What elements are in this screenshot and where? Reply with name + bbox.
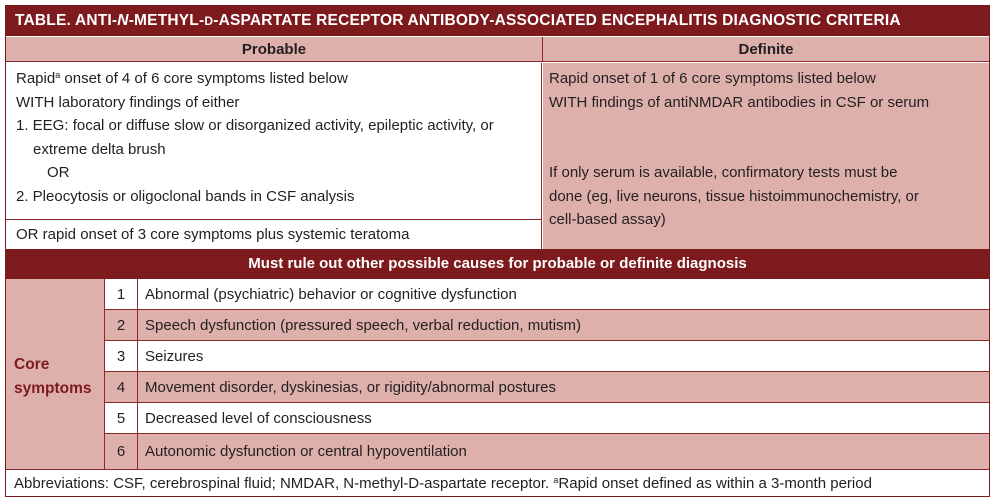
symptom-number: 1 — [105, 279, 138, 309]
probable-or-criteria: OR rapid onset of 3 core symptoms plus systemic teratoma — [6, 220, 542, 249]
header-probable: Probable — [6, 37, 543, 62]
probable-line-3: 1. EEG: focal or diffuse slow or disorganized activity, epileptic activity, or — [16, 117, 494, 134]
symptom-number: 3 — [105, 341, 138, 371]
probable-line-1: Rapid$^a$ onset of 4 of 6 core symptoms listed below — [16, 70, 348, 87]
core-symptoms-label: Core symptoms — [6, 279, 105, 469]
core-symptom-row — [105, 279, 989, 310]
symptom-text: Decreased level of consciousness — [145, 410, 372, 427]
definite-line-4: done (eg, live neurons, tissue histoimmunochemistry, or — [549, 187, 919, 205]
probable-line-6: 2. Pleocytosis or oligoclonal bands in CSF analysis — [16, 187, 355, 205]
core-symptom-row — [105, 341, 989, 372]
header-definite: Definite — [543, 37, 989, 62]
core-symptom-row — [105, 403, 989, 434]
symptom-text: Speech dysfunction (pressured speech, verbal reduction, mutism) — [145, 317, 582, 334]
definite-criteria — [543, 63, 989, 249]
core-symptom-row — [105, 372, 989, 403]
table-title: TABLE. ANTI-N-METHYL-D-ASPARTATE RECEPTOR ANTIBODY-ASSOCIATED ENCEPHALITIS DIAGNOSTIC CRITERIA — [6, 6, 989, 36]
symptom-number: 6 — [105, 434, 138, 469]
symptom-text: Movement disorder, dyskinesias, or rigidity/abnormal postures — [145, 379, 557, 396]
probable-line-5: OR — [47, 164, 70, 181]
probable-criteria — [6, 63, 542, 220]
table-footnote: Abbreviations: CSF, cerebrospinal fluid; NMDAR, N-methyl-D-aspartate receptor. $^a$Rapid onset defined as within a 3-month period — [6, 469, 989, 496]
definite-line-5: cell-based assay) — [549, 211, 666, 228]
probable-line-4: extreme delta brush — [33, 140, 166, 158]
probable-line-2: WITH laboratory findings of either — [16, 93, 240, 111]
symptom-number: 2 — [105, 310, 138, 340]
symptom-text: Autonomic dysfunction or central hypoventilation — [145, 443, 467, 460]
symptom-text: Seizures — [145, 348, 204, 365]
core-symptom-row — [105, 310, 989, 341]
symptom-number: 5 — [105, 403, 138, 433]
definite-line-2: WITH findings of antiNMDAR antibodies in CSF or serum — [549, 93, 930, 111]
core-symptom-row — [105, 434, 989, 469]
diagnostic-criteria-table — [5, 5, 990, 497]
symptom-text: Abnormal (psychiatric) behavior or cognitive dysfunction — [145, 286, 517, 303]
definite-line-1: Rapid onset of 1 of 6 core symptoms listed below — [549, 70, 876, 87]
symptom-number: 4 — [105, 372, 138, 402]
rule-out-banner: Must rule out other possible causes for probable or definite diagnosis — [6, 249, 989, 279]
definite-line-3: If only serum is available, confirmatory tests must be — [549, 164, 898, 181]
